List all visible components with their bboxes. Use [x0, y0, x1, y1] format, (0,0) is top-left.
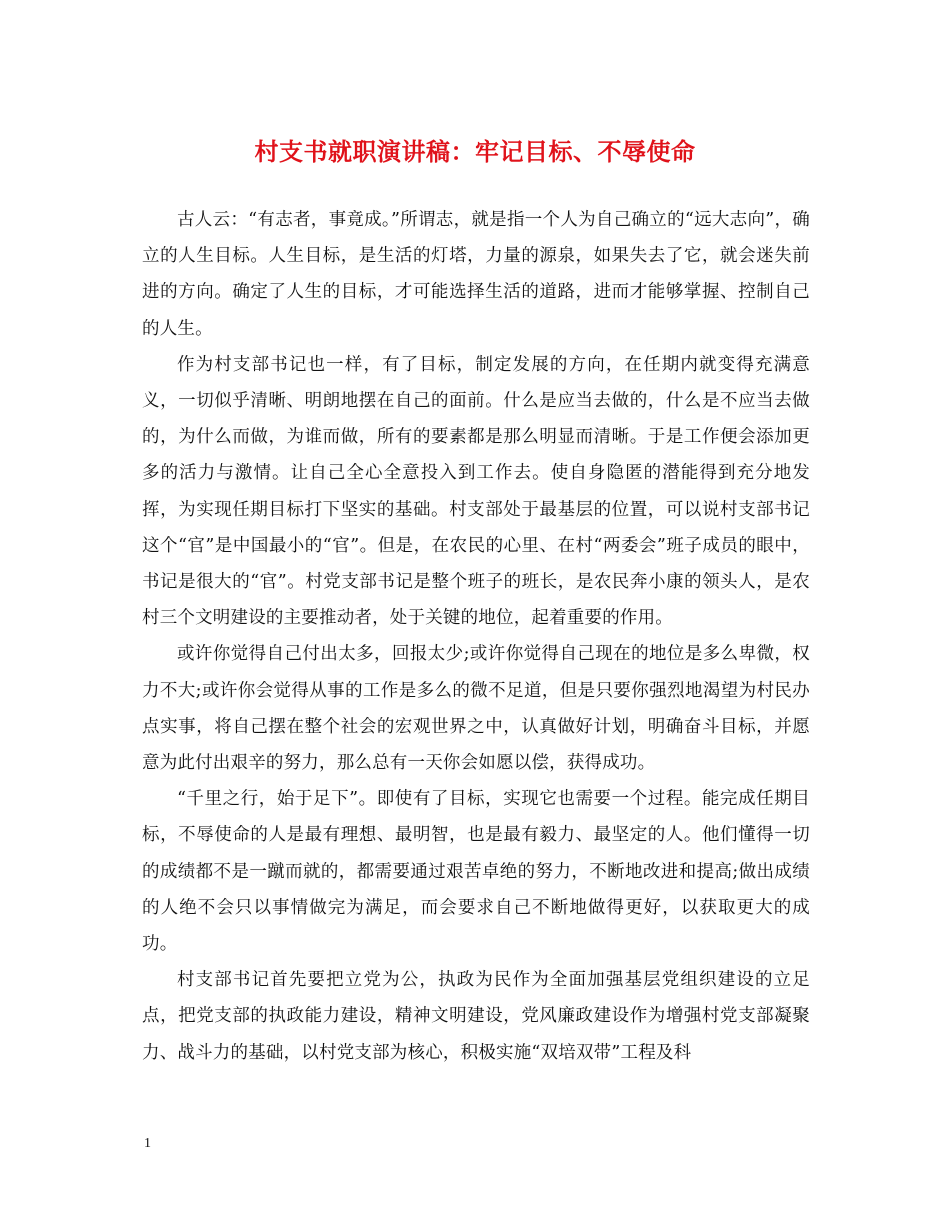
- page-number: 1: [144, 1136, 151, 1151]
- paragraph-5: 村支部书记首先要把立党为公，执政为民作为全面加强基层党组织建设的立足点，把党支部的执政能力建设，精神文明建设，党风廉政建设作为增强村党支部凝聚力、战斗力的基础，以村党支部为核心，积极实施“双培双带”工程及科: [142, 970, 810, 1063]
- paragraph-3: 或许你觉得自己付出太多，回报太少;或许你觉得自己现在的地位是多么卑微，权力不大;或许你会觉得从事的工作是多么的微不足道，但是只要你强烈地渴望为村民办点实事，将自己摆在整个社会的宏观世界之中，认真做好计划，明确奋斗目标，并愿意为此付出艰辛的努力，那么总有一天你会如愿以偿，获得成功。: [142, 644, 810, 774]
- document-title: 村支书就职演讲稿：牢记目标、不辱使命: [254, 137, 696, 166]
- paragraph-4: “千里之行，始于足下”。即使有了目标，实现它也需要一个过程。能完成任期目标，不辱使命的人是最有理想、最明智，也是最有毅力、最坚定的人。他们懂得一切的成绩都不是一蹴而就的，都需要通过艰苦卓绝的努力，不断地改进和提高;做出成绩的人绝不会只以事情做完为满足，而会要求自己不断地做得更好，以获取更大的成功。: [142, 789, 810, 955]
- paragraph-1: 古人云：“有志者，事竟成。”所谓志，就是指一个人为自己确立的“远大志向”，确立的人生目标。人生目标，是生活的灯塔，力量的源泉，如果失去了它，就会迷失前进的方向。确定了人生的目标，才可能选择生活的道路，进而才能够掌握、控制自己的人生。: [142, 210, 810, 339]
- paragraph-2: 作为村支部书记也一样，有了目标，制定发展的方向，在任期内就变得充满意义，一切似乎清晰、明朗地摆在自己的面前。什么是应当去做的，什么是不应当去做的，为什么而做，为谁而做，所有的要素都是那么明显而清晰。于是工作便会添加更多的活力与激情。让自己全心全意投入到工作去。使自身隐匿的潜能得到充分地发挥，为实现任期目标打下坚实的基础。村支部处于最基层的位置，可以说村支部书记这个“官”是中国最小的“官”。但是，在农民的心里、在村“两委会”班子成员的眼中，书记是很大的“官”。村党支部书记是整个班子的班长，是农民奔小康的领头人，是农村三个文明建设的主要推动者，处于关键的地位，起着重要的作用。: [142, 354, 810, 629]
- document-body: [142, 202, 810, 1071]
